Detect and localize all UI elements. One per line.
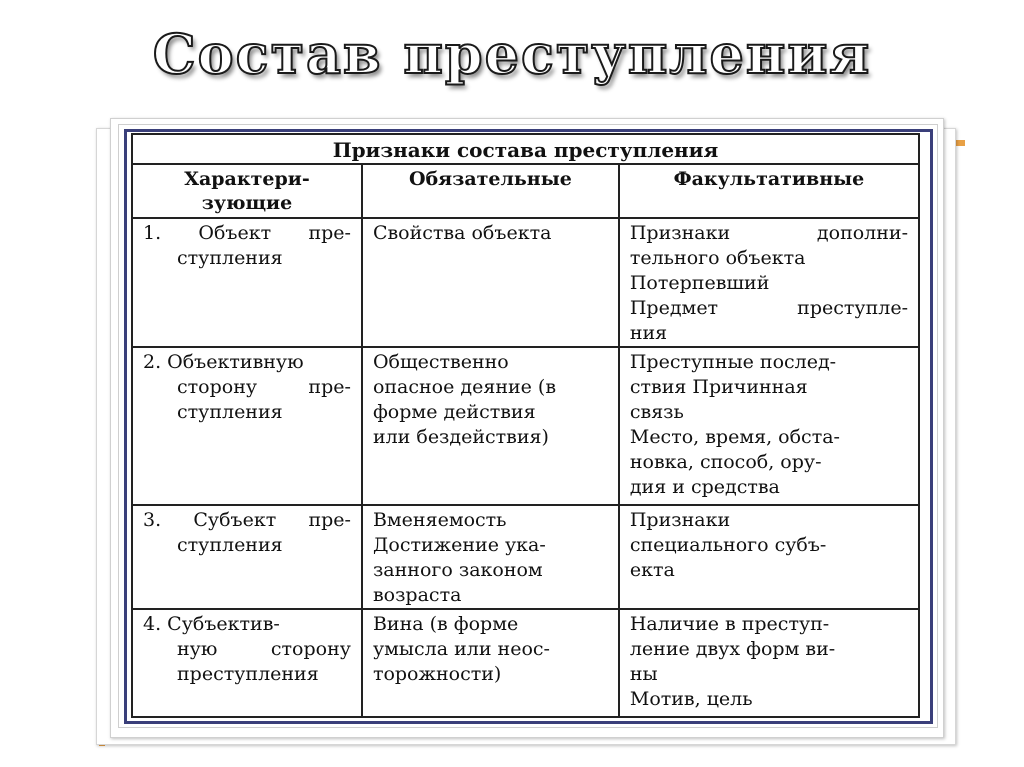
- table-row: [132, 347, 919, 505]
- cell-line: Вина (в форме: [372, 613, 519, 635]
- cell-line: Вменяемость: [372, 509, 507, 531]
- cell-line: сторону пре-: [177, 376, 351, 398]
- cell-line: Место, время, обста-: [629, 426, 840, 448]
- cell-line: Наличие в преступ-: [629, 613, 830, 635]
- cell-line: или бездействия): [372, 426, 549, 448]
- column-header-optional: Факультативные: [619, 164, 919, 218]
- cell-mandatory: [362, 218, 619, 347]
- cell-line: ны: [629, 663, 658, 685]
- cell-line: преступления: [177, 663, 319, 685]
- cell-line: екта: [629, 559, 675, 581]
- cell-line: ступления: [177, 401, 283, 423]
- cell-line: Преступные послед-: [629, 351, 837, 373]
- header-line: зующие: [201, 192, 293, 214]
- cell-line: ную сторону: [177, 638, 351, 660]
- cell-line: ступления: [177, 534, 283, 556]
- cell-line: торожности): [372, 663, 502, 685]
- cell-characterizing: [132, 218, 362, 347]
- table-caption-row: [132, 134, 919, 164]
- table-row: [132, 609, 919, 717]
- cell-line: умысла или неос-: [372, 638, 550, 660]
- cell-characterizing: [132, 505, 362, 609]
- cell-line: Признаки: [629, 509, 731, 531]
- cell-line: специального субъ-: [629, 534, 827, 556]
- cell-mandatory: [362, 347, 619, 505]
- cell-line: 3. Субъект пре-: [143, 509, 351, 531]
- cell-line: опасное деяние (в: [372, 376, 557, 398]
- cell-line: занного законом: [372, 559, 543, 581]
- header-line: Характери-: [184, 168, 310, 190]
- cell-line: дия и средства: [629, 476, 780, 498]
- cell-line: Общественно: [372, 351, 509, 373]
- column-header-mandatory: Обязательные: [362, 164, 619, 218]
- table-header-row: [132, 164, 919, 218]
- cell-line: связь: [629, 401, 684, 423]
- cell-line: ствия Причинная: [629, 376, 808, 398]
- cell-optional: [619, 218, 919, 347]
- cell-line: 4. Субъектив-: [143, 613, 280, 635]
- cell-line: возраста: [372, 584, 462, 606]
- cell-line: Свойства объекта: [372, 222, 552, 244]
- table-row: [132, 218, 919, 347]
- table-caption: Признаки состава преступления: [132, 134, 919, 164]
- table-row: [132, 505, 919, 609]
- cell-line: 1. Объект пре-: [143, 222, 351, 244]
- cell-line: ния: [629, 322, 668, 344]
- cell-line: ступления: [177, 247, 283, 269]
- cell-line: Достижение ука-: [372, 534, 546, 556]
- cell-optional: [619, 609, 919, 717]
- cell-line: 2. Объективную: [143, 351, 304, 373]
- cell-line: Предмет преступле-: [629, 297, 908, 319]
- crime-elements-table: [131, 133, 920, 718]
- slide-title: Состав преступления: [152, 22, 872, 86]
- cell-characterizing: [132, 347, 362, 505]
- cell-line: тельного объекта: [629, 247, 806, 269]
- crime-elements-table-wrap: [131, 133, 920, 714]
- cell-optional: [619, 347, 919, 505]
- cell-line: Мотив, цель: [629, 688, 753, 710]
- cell-mandatory: [362, 609, 619, 717]
- column-header-characterizing: [132, 164, 362, 218]
- cell-line: новка, способ, ору-: [629, 451, 822, 473]
- cell-line: ление двух форм ви-: [629, 638, 836, 660]
- cell-characterizing: [132, 609, 362, 717]
- cell-line: Признаки дополни-: [629, 222, 908, 244]
- cell-optional: [619, 505, 919, 609]
- cell-mandatory: [362, 505, 619, 609]
- cell-line: форме действия: [372, 401, 536, 423]
- cell-line: Потерпевший: [629, 272, 770, 294]
